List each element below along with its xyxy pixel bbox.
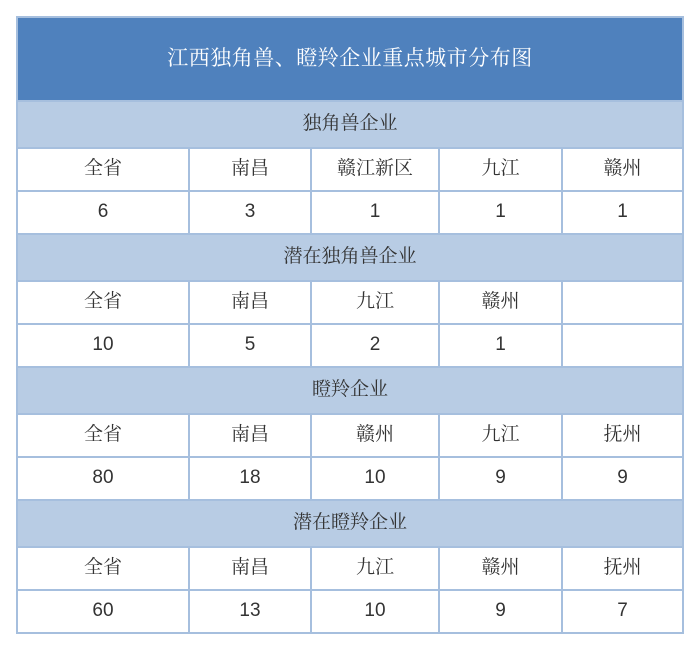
count-cell: 10 bbox=[18, 323, 190, 366]
count-cell: 1 bbox=[440, 190, 563, 233]
city-header-cell: 赣州 bbox=[440, 280, 563, 323]
section-header: 瞪羚企业 bbox=[18, 366, 682, 413]
city-header-cell: 九江 bbox=[440, 147, 563, 190]
count-cell: 3 bbox=[190, 190, 312, 233]
section-header: 潜在瞪羚企业 bbox=[18, 499, 682, 546]
city-header-cell: 九江 bbox=[312, 546, 440, 589]
count-cell: 2 bbox=[312, 323, 440, 366]
count-cell: 9 bbox=[440, 456, 563, 499]
city-header-row bbox=[18, 147, 682, 190]
city-header-cell: 九江 bbox=[440, 413, 563, 456]
city-header-cell: 赣江新区 bbox=[312, 147, 440, 190]
table-title: 江西独角兽、瞪羚企业重点城市分布图 bbox=[18, 18, 682, 100]
count-cell: 9 bbox=[440, 589, 563, 632]
city-header-row bbox=[18, 280, 682, 323]
count-cell: 7 bbox=[563, 589, 682, 632]
city-header-cell: 南昌 bbox=[190, 147, 312, 190]
count-row bbox=[18, 456, 682, 499]
city-header-cell: 抚州 bbox=[563, 413, 682, 456]
city-header-cell: 全省 bbox=[18, 280, 190, 323]
count-cell: 1 bbox=[312, 190, 440, 233]
city-header-cell: 赣州 bbox=[563, 147, 682, 190]
city-header-cell: 全省 bbox=[18, 546, 190, 589]
city-header-cell: 赣州 bbox=[440, 546, 563, 589]
count-cell: 1 bbox=[563, 190, 682, 233]
city-header-cell: 南昌 bbox=[190, 546, 312, 589]
count-row bbox=[18, 323, 682, 366]
count-cell: 1 bbox=[440, 323, 563, 366]
city-header-cell: 抚州 bbox=[563, 546, 682, 589]
count-cell: 10 bbox=[312, 456, 440, 499]
city-header-cell: 全省 bbox=[18, 147, 190, 190]
count-row bbox=[18, 190, 682, 233]
count-cell: 9 bbox=[563, 456, 682, 499]
empty-cell bbox=[563, 280, 682, 323]
count-cell: 13 bbox=[190, 589, 312, 632]
count-cell: 10 bbox=[312, 589, 440, 632]
empty-cell bbox=[563, 323, 682, 366]
city-header-row bbox=[18, 546, 682, 589]
city-header-row bbox=[18, 413, 682, 456]
city-header-cell: 赣州 bbox=[312, 413, 440, 456]
city-header-cell: 九江 bbox=[312, 280, 440, 323]
section-header: 潜在独角兽企业 bbox=[18, 233, 682, 280]
count-cell: 6 bbox=[18, 190, 190, 233]
distribution-table bbox=[18, 18, 682, 632]
table-body bbox=[18, 100, 682, 632]
count-row bbox=[18, 589, 682, 632]
city-header-cell: 南昌 bbox=[190, 280, 312, 323]
count-cell: 18 bbox=[190, 456, 312, 499]
count-cell: 60 bbox=[18, 589, 190, 632]
count-cell: 5 bbox=[190, 323, 312, 366]
count-cell: 80 bbox=[18, 456, 190, 499]
city-header-cell: 全省 bbox=[18, 413, 190, 456]
city-header-cell: 南昌 bbox=[190, 413, 312, 456]
section-header: 独角兽企业 bbox=[18, 100, 682, 147]
